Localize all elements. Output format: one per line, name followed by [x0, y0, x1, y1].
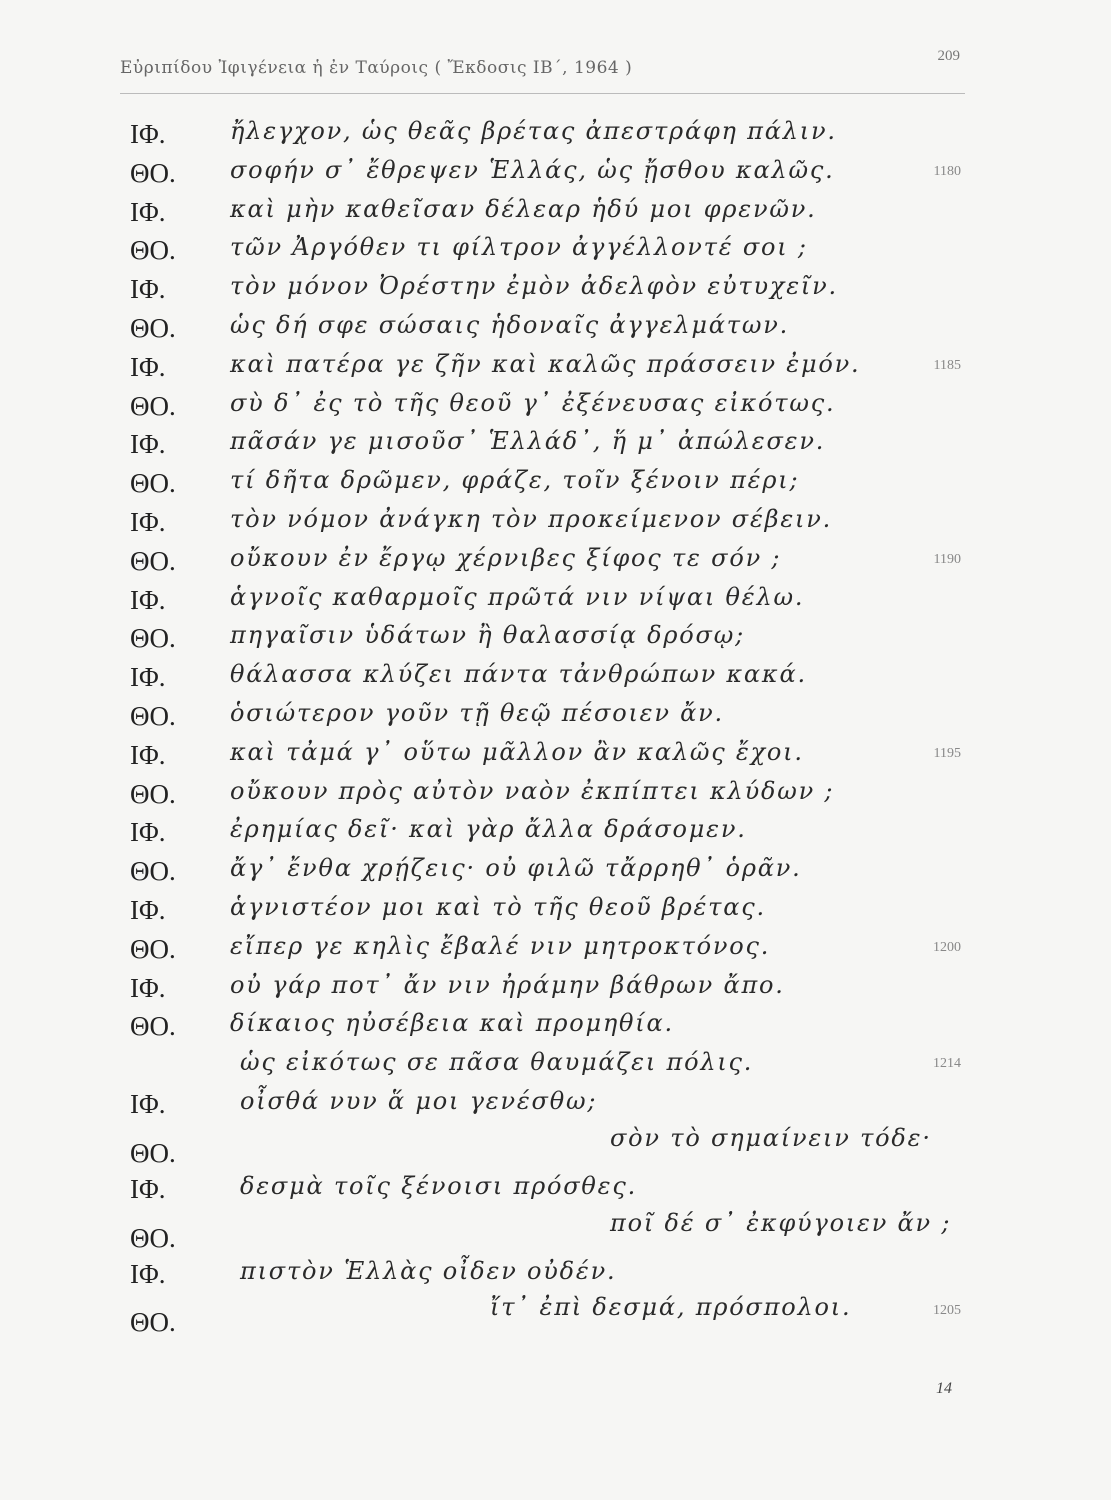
line-number: 1185: [933, 357, 961, 373]
verse-line: [0, 1209, 1111, 1255]
verse-line: [0, 503, 1111, 542]
line-number: 1200: [933, 939, 961, 955]
speaker-label: ΘΟ.: [130, 235, 176, 266]
speaker-label: ΘΟ.: [130, 1137, 176, 1168]
verse-line: [0, 697, 1111, 736]
speaker-label: ΘΟ.: [130, 933, 176, 964]
verse-text: ποῖ δέ σ᾽ ἐκφύγοιεν ἄν ;: [610, 1208, 952, 1237]
page-number: 209: [937, 48, 960, 64]
verse-text: πᾶσάν γε μισοῦσ᾽ Ἑλλάδ᾽, ἥ μ᾽ ἀπώλεσεν.: [230, 427, 826, 456]
header-rule: [120, 93, 965, 94]
speaker-label: ΘΟ.: [130, 312, 176, 343]
verse-text: καὶ μὴν καθεῖσαν δέλεαρ ἡδύ μοι φρενῶν.: [230, 194, 817, 223]
speaker-label: ΙΦ.: [130, 1258, 166, 1289]
verse-text: ἴτ᾽ ἐπὶ δεσμά, πρόσπολοι.: [490, 1293, 852, 1322]
verse-line: [0, 969, 1111, 1008]
verse-line: [0, 193, 1111, 232]
verse-line: [0, 1124, 1111, 1170]
verse-text: πηγαῖσιν ὑδάτων ἢ θαλασσίᾳ δρόσῳ;: [230, 621, 745, 650]
verse-line: [0, 1085, 1111, 1124]
speaker-label: ΘΟ.: [130, 1222, 176, 1253]
verse-text: δεσμὰ τοῖς ξένοισι πρόσθες.: [240, 1171, 638, 1200]
verse-text: θάλασσα κλύζει πάντα τἀνθρώπων κακά.: [230, 660, 807, 689]
speaker-label: ΘΟ.: [130, 157, 176, 188]
speaker-label: ΘΟ.: [130, 1011, 176, 1042]
verse-text: καὶ πατέρα γε ζῆν καὶ καλῶς πράσσειν ἐμόν.: [230, 349, 861, 378]
running-title: Εὐριπίδου Ἰφιγένεια ἡ ἐν Ταύροις ( Ἔκδοσις ΙΒ΄, 1964 ): [120, 58, 633, 78]
speaker-label: ΙΦ.: [130, 429, 166, 460]
speaker-label: ΙΦ.: [130, 894, 166, 925]
verse-text: ἤλεγχον, ὡς θεᾶς βρέτας ἀπεστράφη πάλιν.: [230, 117, 837, 145]
verse-line: [0, 619, 1111, 658]
verse-line: [0, 891, 1111, 930]
speaker-label: ΙΦ.: [130, 584, 166, 615]
verse-text: τῶν Ἀργόθεν τι φίλτρον ἀγγέλλοντέ σοι ;: [230, 233, 808, 262]
verse-line: [0, 930, 1111, 969]
speaker-label: ΙΦ.: [130, 739, 166, 770]
verse-line: [0, 736, 1111, 775]
speaker-label: ΙΦ.: [130, 119, 166, 149]
verse-line: [0, 1170, 1111, 1209]
speaker-label: ΘΟ.: [130, 390, 176, 421]
line-number: 1205: [933, 1303, 961, 1319]
speaker-label: ΙΦ.: [130, 1088, 166, 1119]
verse-line: [0, 270, 1111, 309]
speaker-label: ΘΟ.: [130, 700, 176, 731]
line-number: 1190: [933, 551, 961, 567]
verse-line: [0, 464, 1111, 503]
line-number: 1180: [933, 163, 961, 179]
verse-line: [0, 231, 1111, 270]
verse-line: [0, 425, 1111, 464]
verse-line: [0, 309, 1111, 348]
verse-text: ἁγνοῖς καθαρμοῖς πρῶτά νιν νίψαι θέλω.: [230, 582, 805, 611]
speaker-label: ΙΦ.: [130, 1173, 166, 1204]
speaker-label: ΙΦ.: [130, 351, 166, 382]
verse-line: [0, 542, 1111, 581]
verse-line: [0, 387, 1111, 426]
verse-line: [0, 154, 1111, 193]
speaker-label: ΘΟ.: [130, 1307, 176, 1338]
verse-text: ἐρημίας δεῖ· καὶ γὰρ ἄλλα δράσομεν.: [230, 815, 747, 844]
verse-text: οὔκουν πρὸς αὐτὸν ναὸν ἐκπίπτει κλύδων ;: [230, 776, 835, 805]
verse-line: [0, 658, 1111, 697]
verse-text: τὸν νόμον ἀνάγκη τὸν προκείμενον σέβειν.: [230, 504, 833, 533]
verse-text: οἶσθά νυν ἅ μοι γενέσθω;: [240, 1086, 598, 1115]
signature-mark: 14: [936, 1380, 952, 1397]
running-header: [120, 48, 960, 88]
verse-line: [0, 1255, 1111, 1294]
speaker-label: ΘΟ.: [130, 778, 176, 809]
verse-text: ὡς δή σφε σώσαις ἡδοναῖς ἀγγελμάτων.: [230, 310, 790, 339]
verse-block: [0, 115, 1111, 1339]
speaker-label: ΙΦ.: [130, 506, 166, 537]
speaker-label: ΙΦ.: [130, 196, 166, 227]
verse-text: ὡς εἰκότως σε πᾶσα θαυμάζει πόλις.: [240, 1048, 754, 1077]
verse-text: σὺ δ᾽ ἐς τὸ τῆς θεοῦ γ᾽ ἐξένευσας εἰκότως.: [230, 388, 836, 417]
verse-text: σὸν τὸ σημαίνειν τόδε·: [610, 1123, 932, 1152]
line-number: 1195: [933, 745, 961, 761]
verse-line: [0, 348, 1111, 387]
speaker-label: ΙΦ.: [130, 662, 166, 693]
speaker-label: ΘΟ.: [130, 856, 176, 887]
verse-text: δίκαιος ηὐσέβεια καὶ προμηθία.: [230, 1009, 674, 1038]
verse-line: [0, 581, 1111, 620]
verse-text: σοφήν σ᾽ ἔθρεψεν Ἑλλάς, ὡς ᾔσθου καλῶς.: [230, 155, 835, 184]
speaker-label: ΙΦ.: [130, 274, 166, 305]
verse-line: [0, 1007, 1111, 1046]
speaker-label: ΘΟ.: [130, 623, 176, 654]
verse-line: [0, 775, 1111, 814]
verse-text: καὶ τἀμά γ᾽ οὕτω μᾶλλον ἂν καλῶς ἔχοι.: [230, 737, 804, 766]
speaker-label: ΘΟ.: [130, 545, 176, 576]
verse-text: ἁγνιστέον μοι καὶ τὸ τῆς θεοῦ βρέτας.: [230, 892, 766, 921]
verse-text: ἄγ᾽ ἔνθα χρῄζεις· οὐ φιλῶ τἄρρηθ᾽ ὁρᾶν.: [230, 854, 802, 883]
verse-line: [0, 115, 1111, 154]
speaker-label: ΘΟ.: [130, 468, 176, 499]
speaker-label: ΙΦ.: [130, 972, 166, 1003]
line-number: 1214: [933, 1056, 961, 1072]
verse-text: τὸν μόνον Ὀρέστην ἐμὸν ἀδελφὸν εὐτυχεῖν.: [230, 272, 838, 301]
verse-line: [0, 1046, 1111, 1085]
verse-text: εἴπερ γε κηλὶς ἔβαλέ νιν μητροκτόνος.: [230, 931, 771, 960]
verse-line: [0, 813, 1111, 852]
speaker-label: ΙΦ.: [130, 817, 166, 848]
verse-text: οὐ γάρ ποτ᾽ ἄν νιν ἠράμην βάθρων ἄπο.: [230, 970, 785, 999]
verse-text: οὔκουν ἐν ἔργῳ χέρνιβες ξίφος τε σόν ;: [230, 543, 782, 572]
verse-text: τί δῆτα δρῶμεν, φράζε, τοῖν ξένοιν πέρι;: [230, 466, 800, 495]
verse-text: πιστὸν Ἑλλὰς οἶδεν οὐδέν.: [240, 1256, 617, 1285]
verse-text: ὁσιώτερον γοῦν τῇ θεῷ πέσοιεν ἄν.: [230, 698, 724, 727]
verse-line: [0, 1293, 1111, 1339]
verse-line: [0, 852, 1111, 891]
